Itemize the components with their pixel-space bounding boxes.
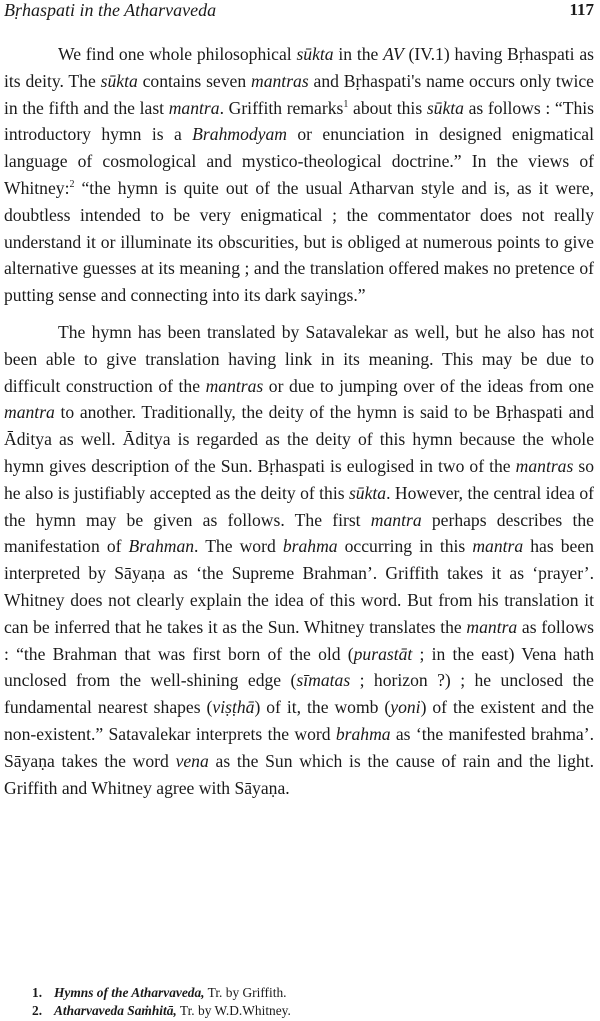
text-run: to another. Traditionally, the deity of the hymn is said to be Bṛhaspati and Āditya as well. Āditya is regarded as the deity of this hymn because the whole hymn gives description of the Sun. Bṛhaspati is eulogised in two of the bbox=[4, 402, 594, 476]
footnote-text: Tr. by W.D.Whitney. bbox=[176, 1003, 291, 1018]
text-run: ; in the east) Vena hath unclosed from the well-shining edge ( bbox=[4, 643, 594, 691]
footnote-number: 2. bbox=[32, 1003, 43, 1018]
paragraph-1 bbox=[4, 41, 594, 309]
italic-term: mantra bbox=[472, 536, 524, 557]
italic-term: mantras bbox=[515, 455, 574, 476]
text-run: ; horizon ?) ; he unclosed the fundamental nearest shapes ( bbox=[4, 670, 594, 718]
italic-term: sūkta bbox=[426, 97, 464, 118]
text-run: has been interpreted by Sāyaṇa as ‘the Supreme Brahman’. Griffith takes it as ‘prayer’. Whitney does not clearly explain the idea of this word. But from his translation it can be inferred that he takes it as the Sun. Whitney translates the bbox=[4, 536, 594, 637]
italic-term: mantras bbox=[251, 70, 309, 91]
text-run: in the bbox=[333, 44, 384, 64]
text-run: ) of the existent and the non-existent.” Satavalekar interprets the word bbox=[4, 697, 594, 744]
running-title: Bṛhaspati in the Atharvaveda bbox=[4, 0, 217, 20]
text-run: We find one whole philosophical bbox=[58, 44, 297, 64]
text-run: (IV.1) having Bṛhaspati as its deity. The bbox=[4, 44, 595, 91]
page-number: 117 bbox=[569, 0, 594, 19]
text-run: The hymn has been translated by Satavalekar as well, but he also has not been able to give translation having link in its meaning. This may be due to difficult construction of the bbox=[4, 321, 594, 396]
text-run: perhaps describes the manifestation of bbox=[4, 509, 594, 557]
footnote-title: Hymns of the Atharvaveda, bbox=[54, 985, 205, 1000]
text-run: so he also is justifiably accepted as the deity of this bbox=[4, 455, 595, 503]
italic-term: mantra bbox=[4, 402, 55, 423]
text-run: as follows : “the Brahman that was first born of the old ( bbox=[4, 616, 595, 664]
italic-term: viṣṭhā bbox=[212, 697, 255, 718]
text-run: about this bbox=[348, 97, 427, 118]
italic-term: brahma bbox=[335, 723, 391, 744]
text-run: . However, the central idea of the hymn may be given as follows. The first bbox=[4, 482, 594, 530]
italic-term: sūkta bbox=[100, 70, 138, 91]
italic-term: yoni bbox=[390, 697, 421, 718]
text-run: occurring in this bbox=[337, 536, 473, 557]
text-run: “the hymn is quite out of the usual Atharvan style and is, as it were, doubtless intended to be very enigmatical ; the commentator does not really understand it or illuminate its obscurities, but is obliged at numerous points to give alternative guesses at its meaning ; and the translation offered makes no pretence of putting sense and connecting into its dark sayings.” bbox=[4, 177, 594, 306]
text-run: as the Sun which is the cause of rain and the light. Griffith and Whitney agree with Sāyaṇa. bbox=[4, 750, 595, 798]
text-run: as ‘the manifested brahma’. Sāyaṇa takes the word bbox=[4, 723, 594, 771]
footnotes bbox=[32, 984, 594, 1020]
italic-term: mantra bbox=[466, 616, 518, 637]
italic-term: mantras bbox=[205, 375, 264, 396]
italic-term: mantra bbox=[168, 97, 220, 118]
text-run: as follows : “This introductory hymn is a bbox=[4, 97, 594, 145]
italic-term: Brahman bbox=[128, 536, 195, 557]
text-run: contains seven bbox=[137, 70, 251, 91]
footnote-ref: 2 bbox=[69, 179, 75, 191]
text-run: or due to jumping over of the ideas from one bbox=[263, 375, 594, 396]
italic-term: brahma bbox=[282, 536, 338, 557]
footnote-title: Atharvaveda Saṁhitā, bbox=[54, 1003, 177, 1018]
italic-term: sūkta bbox=[296, 44, 334, 64]
italic-term: AV bbox=[383, 44, 404, 64]
paragraph-2 bbox=[4, 319, 594, 801]
footnote-number: 1. bbox=[32, 985, 43, 1000]
italic-term: sīmatas bbox=[296, 670, 351, 691]
italic-term: purastāt bbox=[353, 643, 413, 664]
page-header bbox=[4, 0, 594, 26]
italic-term: mantra bbox=[370, 509, 422, 530]
italic-term: sūkta bbox=[348, 482, 387, 503]
footnote-1 bbox=[32, 984, 594, 1002]
text-run: ) of it, the womb ( bbox=[254, 697, 391, 718]
text-run: . Griffith remarks bbox=[219, 97, 344, 118]
text-run: and Bṛhaspati's name occurs only twice in the fifth and the last bbox=[4, 70, 594, 118]
body-text bbox=[4, 41, 594, 801]
footnote-ref: 1 bbox=[343, 98, 349, 110]
footnote-text: Tr. by Griffith. bbox=[204, 985, 287, 1000]
italic-term: vena bbox=[175, 750, 209, 771]
text-run: or enunciation in designed enigmatical language of cosmological and mystico-theological doctrine.” In the views of Whitney: bbox=[4, 124, 594, 198]
italic-term: Brahmodyam bbox=[192, 124, 287, 145]
text-run: . The word bbox=[194, 536, 283, 557]
footnote-2 bbox=[32, 1002, 594, 1020]
